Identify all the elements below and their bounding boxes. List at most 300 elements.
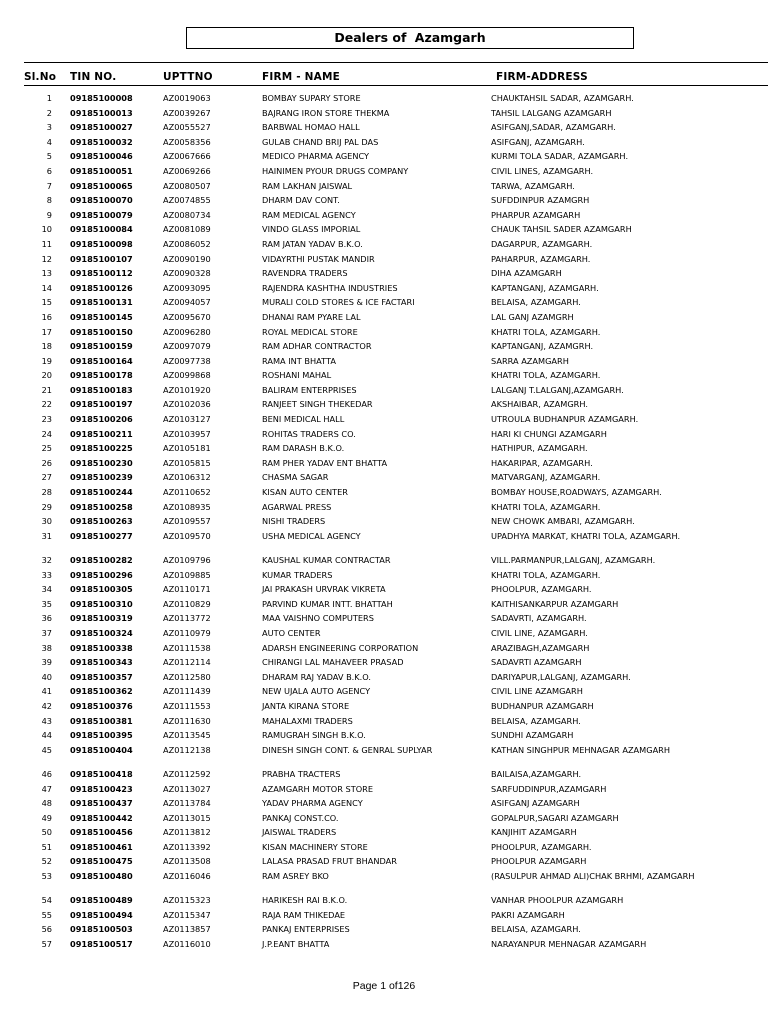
table-row — [0, 151, 768, 166]
sl-no-cell: 25 — [41, 443, 52, 454]
firm-address-cell: VANHAR PHOOLPUR AZAMGARH — [491, 895, 624, 906]
title-location: Azamgarh — [414, 30, 486, 45]
tin-cell: 09185100032 — [70, 136, 133, 147]
tin-cell: 09185100258 — [70, 501, 133, 512]
firm-name-cell: CHASMA SAGAR — [262, 472, 329, 483]
firm-address-cell: ASIFGANJ,SADAR, AZAMGARH. — [491, 122, 616, 133]
sl-no-cell: 19 — [41, 355, 52, 366]
upttno-cell: AZ0099868 — [163, 370, 211, 381]
tin-cell: 09185100395 — [70, 730, 133, 741]
table-row — [0, 239, 768, 254]
table-row — [0, 297, 768, 312]
upttno-cell: AZ0103127 — [163, 414, 211, 425]
sl-no-cell: 47 — [41, 783, 52, 794]
table-row — [0, 531, 768, 555]
upttno-cell: AZ0113812 — [163, 827, 211, 838]
firm-name-cell: AZAMGARH MOTOR STORE — [262, 783, 374, 794]
header-firm-address: FIRM-ADDRESS — [496, 71, 588, 83]
upttno-cell: AZ0115323 — [163, 895, 211, 906]
firm-address-cell: SUFDDINPUR AZAMGRH — [491, 195, 590, 206]
tin-cell: 09185100008 — [70, 93, 133, 103]
firm-name-cell: PANKAJ CONST.CO. — [262, 812, 339, 823]
upttno-cell: AZ0116046 — [163, 871, 211, 882]
table-row — [0, 871, 768, 895]
firm-name-cell: MEDICO PHARMA AGENCY — [262, 151, 370, 162]
tin-cell: 09185100319 — [70, 613, 133, 624]
sl-no-cell: 53 — [41, 871, 52, 882]
table-row — [0, 672, 768, 687]
upttno-cell: AZ0094057 — [163, 297, 211, 308]
sl-no-cell: 34 — [41, 584, 52, 595]
table-row — [0, 283, 768, 298]
tin-cell: 09185100206 — [70, 414, 133, 425]
firm-address-cell: PHOOLPUR AZAMGARH — [491, 856, 587, 867]
upttno-cell: AZ0096280 — [163, 326, 211, 337]
sl-no-cell: 14 — [41, 282, 52, 293]
tin-cell: 09185100051 — [70, 165, 133, 176]
tin-cell: 09185100437 — [70, 798, 133, 809]
firm-address-cell: BAILAISA,AZAMGARH. — [491, 768, 582, 779]
upttno-cell: AZ0110171 — [163, 584, 211, 595]
firm-name-cell: ROSHANI MAHAL — [262, 370, 332, 381]
firm-name-cell: HARIKESH RAI B.K.O. — [262, 895, 348, 906]
tin-cell: 09185100305 — [70, 584, 133, 595]
table-row — [0, 784, 768, 799]
sl-no-cell: 30 — [41, 516, 52, 527]
tin-cell: 09185100381 — [70, 715, 133, 726]
firm-address-cell: CHAUK TAHSIL SADER AZAMGARH — [491, 224, 632, 235]
upttno-cell: AZ0090190 — [163, 253, 211, 264]
sl-no-cell: 9 — [46, 209, 52, 220]
table-row — [0, 399, 768, 414]
table-row — [0, 122, 768, 137]
sl-no-cell: 45 — [41, 744, 52, 755]
firm-name-cell: RAJENDRA KASHTHA INDUSTRIES — [262, 282, 398, 293]
table-row — [0, 910, 768, 925]
upttno-cell: AZ0093095 — [163, 282, 211, 293]
tin-cell: 09185100489 — [70, 895, 133, 906]
firm-name-cell: HAINIMEN PYOUR DRUGS COMPANY — [262, 165, 409, 176]
tin-cell: 09185100197 — [70, 399, 133, 410]
firm-address-cell: CIVIL LINE, AZAMGARH. — [491, 627, 588, 638]
tin-cell: 09185100362 — [70, 686, 133, 697]
document-title — [186, 27, 634, 49]
sl-no-cell: 22 — [41, 399, 52, 410]
firm-address-cell: KHATRI TOLA, AZAMGARH. — [491, 569, 601, 580]
sl-no-cell: 38 — [41, 642, 52, 653]
table-row — [0, 224, 768, 239]
firm-address-cell: SADAVRTI, AZAMGARH. — [491, 613, 587, 624]
table-row — [0, 570, 768, 585]
upttno-cell: AZ0109557 — [163, 516, 211, 527]
firm-name-cell: JAI PRAKASH URVRAK VIKRETA — [262, 584, 386, 595]
firm-address-cell: UTROULA BUDHANPUR AZAMGARH. — [491, 414, 639, 425]
firm-name-cell: LALASA PRASAD FRUT BHANDAR — [262, 856, 397, 867]
firm-name-cell: RAM ASREY BKO — [262, 871, 329, 882]
upttno-cell: AZ0111538 — [163, 642, 211, 653]
sl-no-cell: 2 — [46, 107, 52, 118]
sl-no-cell: 7 — [46, 180, 52, 191]
firm-name-cell: RAM LAKHAN JAISWAL — [262, 180, 353, 191]
sl-no-cell: 11 — [41, 238, 52, 249]
table-row — [0, 254, 768, 269]
table-row — [0, 842, 768, 857]
firm-address-cell: BELAISA, AZAMGARH. — [491, 924, 581, 935]
firm-address-cell: KAPTANGANJ, AZAMGRH. — [491, 341, 594, 352]
table-row — [0, 268, 768, 283]
sl-no-cell: 44 — [41, 730, 52, 741]
upttno-cell: AZ0097738 — [163, 355, 211, 366]
sl-no-cell: 12 — [41, 253, 52, 264]
firm-name-cell: DHARM DAV CONT. — [262, 195, 340, 206]
firm-name-cell: RAM JATAN YADAV B.K.O. — [262, 238, 363, 249]
upttno-cell: AZ0108935 — [163, 501, 211, 512]
firm-name-cell: J.P.EANT BHATTA — [262, 939, 330, 950]
table-row — [0, 429, 768, 444]
firm-address-cell: CIVIL LINES, AZAMGARH. — [491, 165, 594, 176]
firm-name-cell: RAMA INT BHATTA — [262, 355, 336, 366]
upttno-cell: AZ0101920 — [163, 384, 211, 395]
upttno-cell: AZ0111553 — [163, 700, 211, 711]
upttno-cell: AZ0113508 — [163, 856, 211, 867]
tin-cell: 09185100159 — [70, 341, 133, 352]
tin-cell: 09185100376 — [70, 700, 133, 711]
sl-no-cell: 51 — [41, 841, 52, 852]
tin-cell: 09185100282 — [70, 555, 133, 565]
firm-name-cell: RAM PHER YADAV ENT BHATTA — [262, 457, 388, 468]
firm-name-cell: KUMAR TRADERS — [262, 569, 333, 580]
firm-name-cell: KISAN AUTO CENTER — [262, 487, 348, 498]
tin-cell: 09185100461 — [70, 841, 133, 852]
firm-name-cell: GULAB CHAND BRIJ PAL DAS — [262, 136, 379, 147]
tin-cell: 09185100084 — [70, 224, 133, 235]
firm-address-cell: SADAVRTI AZAMGARH — [491, 657, 582, 668]
firm-address-cell: BELAISA, AZAMGARH. — [491, 715, 581, 726]
firm-name-cell: NEW UJALA AUTO AGENCY — [262, 686, 371, 697]
sl-no-cell: 21 — [41, 384, 52, 395]
header-upttno: UPTTNO — [163, 71, 213, 83]
firm-address-cell: KHATRI TOLA, AZAMGARH. — [491, 326, 601, 337]
firm-name-cell: KISAN MACHINERY STORE — [262, 841, 368, 852]
sl-no-cell: 54 — [41, 895, 52, 906]
firm-name-cell: YADAV PHARMA AGENCY — [262, 798, 363, 809]
sl-no-cell: 37 — [41, 627, 52, 638]
table-row — [0, 356, 768, 371]
sl-no-cell: 6 — [46, 165, 52, 176]
upttno-cell: AZ0112114 — [163, 657, 211, 668]
firm-address-cell: KAPTANGANJ, AZAMGARH. — [491, 282, 599, 293]
sl-no-cell: 1 — [46, 93, 52, 103]
upttno-cell: AZ0110652 — [163, 487, 211, 498]
tin-cell: 09185100164 — [70, 355, 133, 366]
table-row — [0, 502, 768, 517]
table-row — [0, 516, 768, 531]
tin-cell: 09185100079 — [70, 209, 133, 220]
upttno-cell: AZ0115347 — [163, 909, 211, 920]
upttno-cell: AZ0112138 — [163, 744, 211, 755]
firm-name-cell: AGARWAL PRESS — [262, 501, 332, 512]
table-row — [0, 327, 768, 342]
table-row — [0, 924, 768, 939]
firm-address-cell: PHOOLPUR, AZAMGARH. — [491, 584, 592, 595]
firm-name-cell: MAHALAXMI TRADERS — [262, 715, 353, 726]
upttno-cell: AZ0080507 — [163, 180, 211, 191]
tin-cell: 09185100503 — [70, 924, 133, 935]
sl-no-cell: 35 — [41, 598, 52, 609]
firm-address-cell: HAKARIPAR, AZAMGARH. — [491, 457, 593, 468]
table-row — [0, 730, 768, 745]
table-row — [0, 584, 768, 599]
tin-cell: 09185100098 — [70, 238, 133, 249]
tin-cell: 09185100150 — [70, 326, 133, 337]
firm-address-cell: NEW CHOWK AMBARI, AZAMGARH. — [491, 516, 635, 527]
tin-cell: 09185100277 — [70, 530, 133, 541]
upttno-cell: AZ0110979 — [163, 627, 211, 638]
upttno-cell: AZ0067666 — [163, 151, 211, 162]
firm-name-cell: DINESH SINGH CONT. & GENRAL SUPLYAR — [262, 744, 433, 755]
upttno-cell: AZ0113784 — [163, 798, 211, 809]
table-row — [0, 813, 768, 828]
firm-name-cell: RAM ADHAR CONTRACTOR — [262, 341, 372, 352]
tin-cell: 09185100126 — [70, 282, 133, 293]
firm-name-cell: PARVIND KUMAR INTT. BHATTAH — [262, 598, 393, 609]
tin-cell: 09185100065 — [70, 180, 133, 191]
table-row — [0, 472, 768, 487]
sl-no-cell: 29 — [41, 501, 52, 512]
firm-address-cell: KHATRI TOLA, AZAMGARH. — [491, 501, 601, 512]
table-row — [0, 716, 768, 731]
sl-no-cell: 57 — [41, 939, 52, 950]
firm-name-cell: VINDO GLASS IMPORIAL — [262, 224, 361, 235]
upttno-cell: AZ0039267 — [163, 107, 211, 118]
sl-no-cell: 5 — [46, 151, 52, 162]
upttno-cell: AZ0074855 — [163, 195, 211, 206]
table-row — [0, 137, 768, 152]
firm-address-cell: KANJIHIT AZAMGARH — [491, 827, 577, 838]
sl-no-cell: 50 — [41, 827, 52, 838]
firm-name-cell: PANKAJ ENTERPRISES — [262, 924, 350, 935]
tin-cell: 09185100112 — [70, 268, 133, 279]
upttno-cell: AZ0113015 — [163, 812, 211, 823]
firm-address-cell: KATHAN SINGHPUR MEHNAGAR AZAMGARH — [491, 744, 671, 755]
firm-address-cell: VILL.PARMANPUR,LALGANJ, AZAMGARH. — [491, 555, 656, 565]
tin-cell: 09185100225 — [70, 443, 133, 454]
sl-no-cell: 18 — [41, 341, 52, 352]
firm-name-cell: RAVENDRA TRADERS — [262, 268, 348, 279]
sl-no-cell: 10 — [41, 224, 52, 235]
firm-address-cell: BOMBAY HOUSE,ROADWAYS, AZAMGARH. — [491, 487, 662, 498]
firm-name-cell: RAM DARASH B.K.O. — [262, 443, 345, 454]
firm-name-cell: RAJA RAM THIKEDAE — [262, 909, 346, 920]
table-row — [0, 210, 768, 225]
tin-cell: 09185100324 — [70, 627, 133, 638]
tin-cell: 09185100456 — [70, 827, 133, 838]
firm-address-cell: CHAUKTAHSIL SADAR, AZAMGARH. — [491, 93, 634, 103]
upttno-cell: AZ0109796 — [163, 555, 211, 565]
table-row — [0, 487, 768, 502]
firm-name-cell: ADARSH ENGINEERING CORPORATION — [262, 642, 419, 653]
table-row — [0, 895, 768, 910]
upttno-cell: AZ0116010 — [163, 939, 211, 950]
tin-cell: 09185100145 — [70, 311, 133, 322]
sl-no-cell: 42 — [41, 700, 52, 711]
tin-cell: 09185100107 — [70, 253, 133, 264]
header-sl-no: Sl.No — [24, 71, 57, 83]
upttno-cell: AZ0102036 — [163, 399, 211, 410]
table-row — [0, 628, 768, 643]
sl-no-cell: 26 — [41, 457, 52, 468]
upttno-cell: AZ0113545 — [163, 730, 211, 741]
upttno-cell: AZ0080734 — [163, 209, 211, 220]
firm-name-cell: BOMBAY SUPARY STORE — [262, 93, 361, 103]
table-row — [0, 643, 768, 658]
firm-address-cell: DARIYAPUR,LALGANJ, AZAMGARH. — [491, 671, 631, 682]
firm-address-cell: MATVARGANJ, AZAMGARH. — [491, 472, 601, 483]
firm-name-cell: BENI MEDICAL HALL — [262, 414, 345, 425]
upttno-cell: AZ0105815 — [163, 457, 211, 468]
sl-no-cell: 15 — [41, 297, 52, 308]
upttno-cell: AZ0019063 — [163, 93, 211, 103]
table-row — [0, 414, 768, 429]
table-row — [0, 745, 768, 769]
upttno-cell: AZ0113857 — [163, 924, 211, 935]
firm-name-cell: BAJRANG IRON STORE THEKMA — [262, 107, 390, 118]
upttno-cell: AZ0103957 — [163, 428, 211, 439]
sl-no-cell: 3 — [46, 122, 52, 133]
table-row — [0, 181, 768, 196]
firm-name-cell: USHA MEDICAL AGENCY — [262, 530, 361, 541]
table-row — [0, 686, 768, 701]
tin-cell: 09185100178 — [70, 370, 133, 381]
dealer-table — [0, 93, 768, 954]
firm-address-cell: KHATRI TOLA, AZAMGARH. — [491, 370, 601, 381]
firm-name-cell: NISHI TRADERS — [262, 516, 326, 527]
firm-address-cell: DIHA AZAMGARH — [491, 268, 562, 279]
firm-address-cell: LALGANJ T.LALGANJ,AZAMGARH. — [491, 384, 624, 395]
upttno-cell: AZ0105181 — [163, 443, 211, 454]
sl-no-cell: 52 — [41, 856, 52, 867]
upttno-cell: AZ0106312 — [163, 472, 211, 483]
upttno-cell: AZ0113027 — [163, 783, 211, 794]
sl-no-cell: 56 — [41, 924, 52, 935]
tin-cell: 09185100442 — [70, 812, 133, 823]
table-row — [0, 701, 768, 716]
firm-address-cell: SUNDHI AZAMGARH — [491, 730, 574, 741]
tin-cell: 09185100131 — [70, 297, 133, 308]
sl-no-cell: 55 — [41, 909, 52, 920]
sl-no-cell: 39 — [41, 657, 52, 668]
upttno-cell: AZ0112592 — [163, 768, 211, 779]
tin-cell: 09185100211 — [70, 428, 133, 439]
firm-name-cell: MURALI COLD STORES & ICE FACTARI — [262, 297, 415, 308]
table-row — [0, 93, 768, 108]
table-row — [0, 613, 768, 628]
upttno-cell: AZ0112580 — [163, 671, 211, 682]
upttno-cell: AZ0113392 — [163, 841, 211, 852]
table-row — [0, 856, 768, 871]
sl-no-cell: 40 — [41, 671, 52, 682]
firm-address-cell: HARI KI CHUNGI AZAMGARH — [491, 428, 607, 439]
firm-name-cell: CHIRANGI LAL MAHAVEER PRASAD — [262, 657, 404, 668]
firm-name-cell: BARBWAL HOMAO HALL — [262, 122, 360, 133]
upttno-cell: AZ0109885 — [163, 569, 211, 580]
table-row — [0, 798, 768, 813]
upttno-cell: AZ0086052 — [163, 238, 211, 249]
upttno-cell: AZ0058356 — [163, 136, 211, 147]
tin-cell: 09185100338 — [70, 642, 133, 653]
sl-no-cell: 20 — [41, 370, 52, 381]
sl-no-cell: 46 — [41, 768, 52, 779]
firm-name-cell: DHANAI RAM PYARE LAL — [262, 311, 361, 322]
sl-no-cell: 16 — [41, 311, 52, 322]
firm-address-cell: PHARPUR AZAMGARH — [491, 209, 581, 220]
tin-cell: 09185100310 — [70, 598, 133, 609]
firm-address-cell: PAKRI AZAMGARH — [491, 909, 565, 920]
sl-no-cell: 33 — [41, 569, 52, 580]
sl-no-cell: 32 — [41, 555, 52, 565]
tin-cell: 09185100244 — [70, 487, 133, 498]
firm-name-cell: JAISWAL TRADERS — [262, 827, 337, 838]
tin-cell: 09185100423 — [70, 783, 133, 794]
upttno-cell: AZ0097079 — [163, 341, 211, 352]
tin-cell: 09185100027 — [70, 122, 133, 133]
tin-cell: 09185100013 — [70, 107, 133, 118]
firm-name-cell: KAUSHAL KUMAR CONTRACTAR — [262, 555, 391, 565]
firm-address-cell: PAHARPUR, AZAMGARH. — [491, 253, 591, 264]
sl-no-cell: 48 — [41, 798, 52, 809]
tin-cell: 09185100296 — [70, 569, 133, 580]
firm-name-cell: VIDAYRTHI PUSTAK MANDIR — [262, 253, 375, 264]
tin-cell: 09185100517 — [70, 939, 133, 950]
firm-address-cell: SARRA AZAMGARH — [491, 355, 569, 366]
upttno-cell: AZ0110829 — [163, 598, 211, 609]
firm-address-cell: BELAISA, AZAMGARH. — [491, 297, 581, 308]
header-firm-name: FIRM - NAME — [262, 71, 341, 83]
tin-cell: 09185100263 — [70, 516, 133, 527]
firm-name-cell: RANJEET SINGH THEKEDAR — [262, 399, 373, 410]
firm-address-cell: SARFUDDINPUR,AZAMGARH — [491, 783, 607, 794]
page-footer: Page 1 of126 — [352, 980, 416, 992]
sl-no-cell: 43 — [41, 715, 52, 726]
firm-name-cell: JANTA KIRANA STORE — [262, 700, 350, 711]
firm-address-cell: TAHSIL LALGANG AZAMGARH — [491, 107, 612, 118]
header-tin-no: TIN NO. — [70, 71, 117, 83]
table-row — [0, 458, 768, 473]
firm-address-cell: AKSHAIBAR, AZAMGRH. — [491, 399, 588, 410]
tin-cell: 09185100070 — [70, 195, 133, 206]
upttno-cell: AZ0090328 — [163, 268, 211, 279]
tin-cell: 09185100183 — [70, 384, 133, 395]
firm-name-cell: BALIRAM ENTERPRISES — [262, 384, 357, 395]
upttno-cell: AZ0113772 — [163, 613, 211, 624]
firm-name-cell: DHARAM RAJ YADAV B.K.O. — [262, 671, 371, 682]
upttno-cell: AZ0095670 — [163, 311, 211, 322]
firm-address-cell: PHOOLPUR, AZAMGARH. — [491, 841, 592, 852]
tin-cell: 09185100418 — [70, 768, 133, 779]
firm-address-cell: TARWA, AZAMGARH. — [491, 180, 575, 191]
firm-address-cell: UPADHYA MARKAT, KHATRI TOLA, AZAMGARH. — [491, 530, 681, 541]
firm-address-cell: KAITHISANKARPUR AZAMGARH — [491, 598, 619, 609]
table-row — [0, 312, 768, 327]
tin-cell: 09185100480 — [70, 871, 133, 882]
upttno-cell: AZ0069266 — [163, 165, 211, 176]
upttno-cell: AZ0111439 — [163, 686, 211, 697]
sl-no-cell: 27 — [41, 472, 52, 483]
tin-cell: 09185100230 — [70, 457, 133, 468]
header-top-rule — [24, 62, 768, 63]
tin-cell: 09185100475 — [70, 856, 133, 867]
upttno-cell: AZ0081089 — [163, 224, 211, 235]
